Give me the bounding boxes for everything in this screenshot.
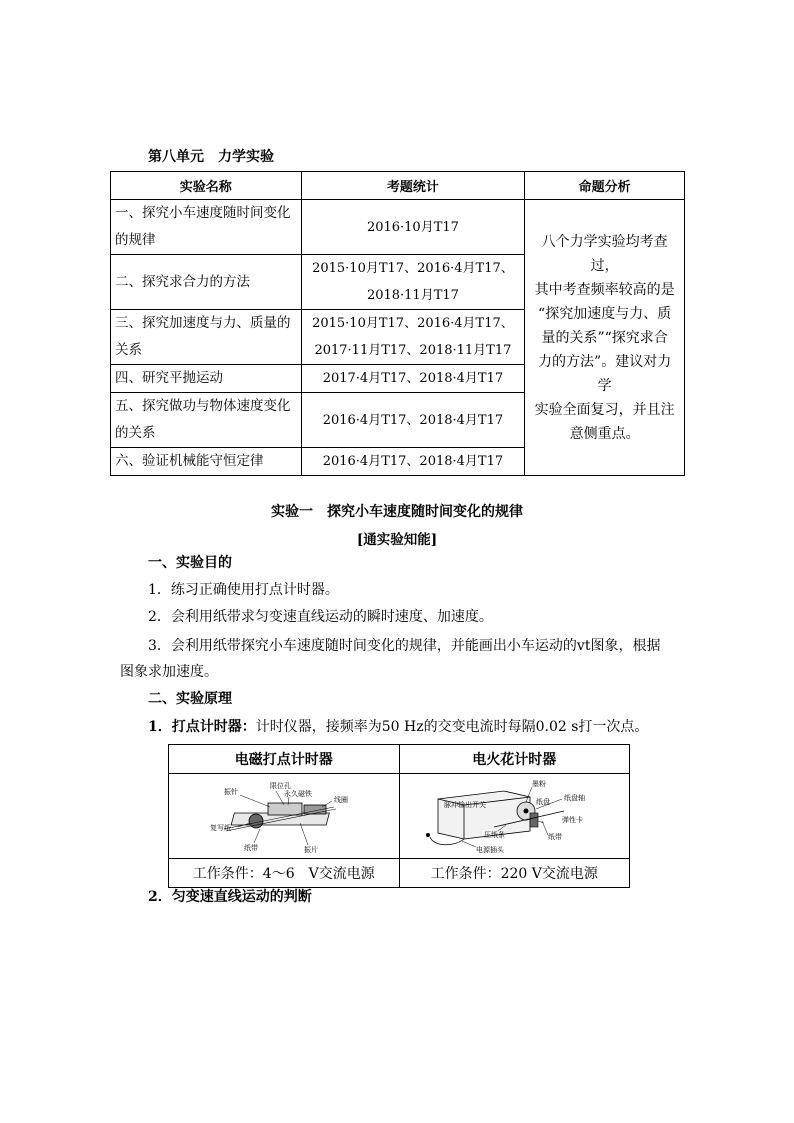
purpose-item-3: 3．会利用纸带探究小车速度随时间变化的规律，并能画出小车运动的vt图象，根据 (148, 638, 661, 654)
figure-label: 纸盘 (536, 798, 551, 806)
spark-timer-figure-cell (399, 774, 630, 859)
spark-timer-title: 电火花计时器 (399, 745, 630, 774)
figure-label: 墨粉 (532, 780, 547, 788)
section-subheading: [通实验知能] (356, 532, 438, 548)
experiment-name-cell: 三、探究加速度与力、质量的 关系 (111, 310, 302, 365)
experiment-name-cell: 六、验证机械能守恒定律 (111, 448, 302, 476)
experiment-summary-table (110, 171, 685, 476)
figure-label: 压纸条 (484, 831, 506, 839)
figure-label: 永久磁铁 (283, 790, 312, 798)
experiment-name-cell: 二、探究求合力的方法 (111, 255, 302, 310)
principle-item-2-label: 2．匀变速直线运动的判断 (148, 889, 312, 905)
figure-label: 限位孔 (269, 782, 291, 790)
exam-stats-cell: 2015·10月T17、2016·4月T17、 2018·11月T17 (301, 255, 525, 310)
exam-stats-cell: 2016·4月T17、2018·4月T17 (301, 448, 525, 476)
unit-title: 第八单元 力学实验 (148, 149, 274, 165)
principle-item-1-text: 计时仪器，接频率为50 Hz的交变电流时每隔0.02 s打一次点。 (255, 719, 649, 735)
table-header-row (111, 172, 685, 200)
spark-timer-diagram (414, 777, 614, 855)
purpose-item-1: 1．练习正确使用打点计时器。 (148, 582, 339, 598)
experiment-name-cell: 一、探究小车速度随时间变化 的规律 (111, 200, 302, 255)
purpose-item-3-continued: 图象求加速度。 (120, 664, 218, 680)
figure-label: 纸带 (243, 844, 258, 852)
purpose-item-2: 2．会利用纸带求匀变速直线运动的瞬时速度、加速度。 (148, 609, 493, 625)
electromagnetic-timer-title: 电磁打点计时器 (169, 745, 400, 774)
spark-timer-condition: 工作条件：220 V交流电源 (399, 859, 630, 888)
experiment-name-cell: 五、探究做功与物体速度变化 的关系 (111, 393, 302, 448)
purpose-heading: 一、实验目的 (148, 555, 232, 571)
figure-label: 复写纸 (209, 824, 231, 832)
figure-label: 纸带 (548, 833, 563, 841)
principle-item-1-label: 1．打点计时器： (148, 719, 256, 735)
experiment-name-cell: 四、研究平抛运动 (111, 365, 302, 393)
principle-item-2 (148, 887, 312, 907)
exam-stats-cell: 2017·4月T17、2018·4月T17 (301, 365, 525, 393)
figure-label: 振针 (223, 788, 238, 796)
analysis-cell: 八个力学实验均考查过， 其中考查频率较高的是 “探究加速度与力、质 量的关系”“探究求合 力的方法”。建议对力学 实验全面复习，并且注 意侧重点。 (525, 200, 685, 476)
exam-stats-cell: 2016·4月T17、2018·4月T17 (301, 393, 525, 448)
header-experiment-name: 实验名称 (111, 172, 302, 200)
principle-item-1 (148, 717, 648, 737)
figure-label: 脉冲输出开关 (444, 801, 487, 809)
timer-comparison-table (168, 744, 630, 888)
header-analysis: 命题分析 (525, 172, 685, 200)
principle-heading: 二、实验原理 (148, 691, 232, 707)
figure-label: 电源插头 (476, 846, 505, 854)
table-row (111, 200, 685, 255)
figure-label: 线圈 (333, 796, 348, 804)
experiment-title: 实验一 探究小车速度随时间变化的规律 (271, 504, 523, 520)
figure-label: 振片 (303, 846, 318, 854)
figure-label: 纸盘轴 (564, 794, 586, 802)
exam-stats-cell: 2016·10月T17 (301, 200, 525, 255)
electromagnetic-timer-diagram (184, 777, 384, 855)
electromagnetic-timer-condition: 工作条件：4～6 V交流电源 (169, 859, 400, 888)
header-exam-stats: 考题统计 (301, 172, 525, 200)
exam-stats-cell: 2015·10月T17、2016·4月T17、 2017·11月T17、2018·11月T17 (301, 310, 525, 365)
figure-label: 弹性卡 (562, 816, 584, 824)
electromagnetic-timer-figure-cell (169, 774, 400, 859)
